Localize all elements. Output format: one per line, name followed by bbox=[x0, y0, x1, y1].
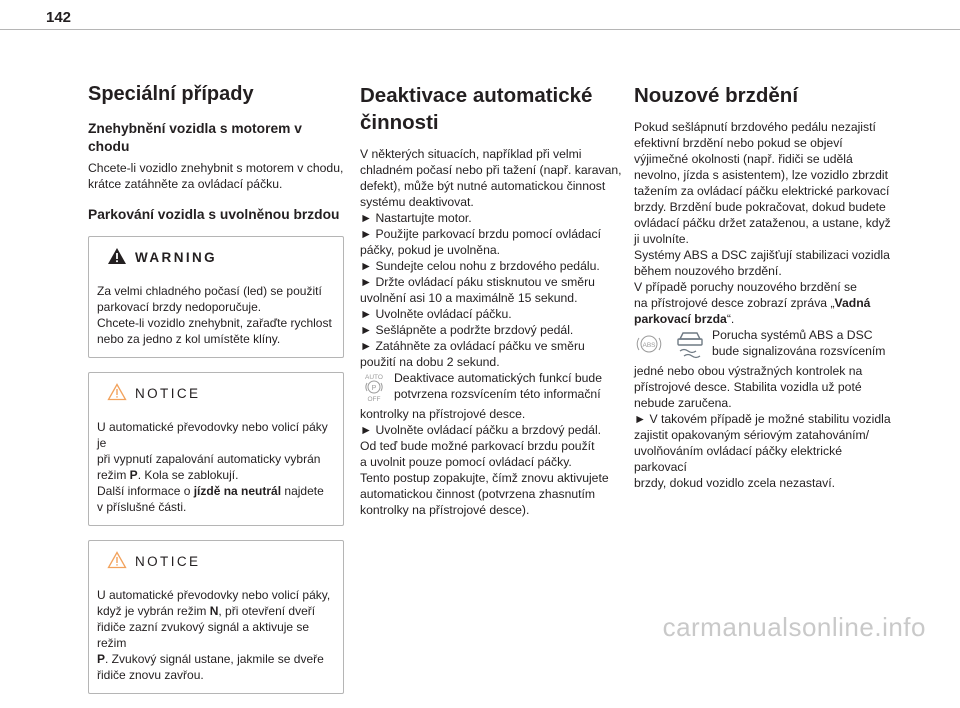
notice-line: při vypnutí zapalování automaticky vybrán bbox=[97, 452, 321, 466]
notice-line: řidiče znovu zavřou. bbox=[97, 668, 204, 682]
notice-line: Další informace o jízdě na neutrál najdete bbox=[97, 484, 324, 498]
step-line: uvolnění asi 10 a maximálně 15 sekund. bbox=[360, 291, 578, 305]
svg-text:AUTO: AUTO bbox=[365, 374, 383, 381]
section-heading: Speciální případy bbox=[88, 83, 254, 105]
subheading-park-released: Parkování vozidla s uvolněnou brzdou bbox=[88, 207, 340, 222]
warning-line: Za velmi chladného počasí (led) se použití bbox=[97, 284, 322, 298]
body-line: a uvolnit pouze pomocí ovládací páčky. bbox=[360, 455, 572, 469]
auto-off-paragraph bbox=[360, 370, 622, 402]
body-line: nevolno, jízda s asistentem), lze vozidlo zbrzdit bbox=[634, 168, 889, 182]
abs-warning-icon bbox=[634, 329, 664, 363]
body-line: přístrojové desce. Stabilita vozidla už poté bbox=[634, 380, 862, 394]
body-line: bude signalizována rozsvícením bbox=[712, 344, 886, 358]
step-line: ► Uvolněte ovládací páčku a brzdový pedál. bbox=[360, 423, 602, 437]
notice-triangle-icon bbox=[107, 383, 127, 405]
dsc-skid-icon bbox=[674, 329, 706, 363]
notice-line: řidiče zazní zvukový signál a aktivuje se režim bbox=[97, 620, 310, 650]
warning-line: nebo za jedno z kol umístěte klíny. bbox=[97, 332, 281, 346]
message-line: parkovací brzda“. bbox=[634, 312, 735, 326]
step-line: ► Uvolněte ovládací páčku. bbox=[360, 307, 512, 321]
step-line: ► Zatáhněte za ovládací páčku ve směru bbox=[360, 339, 585, 353]
notice-line: v příslušné části. bbox=[97, 500, 187, 514]
warning-triangle-icon bbox=[107, 247, 127, 269]
step-line: páčky, pokud je uvolněna. bbox=[360, 243, 501, 257]
body-line: tažením za ovládací páčku elektrické parkovací bbox=[634, 184, 890, 198]
step-line: použití na dobu 2 sekund. bbox=[360, 355, 500, 369]
step-line: ► Držte ovládací páku stisknutou ve směru bbox=[360, 275, 595, 289]
body-line: Systémy ABS a DSC zajišťují stabilizaci vozidla bbox=[634, 248, 890, 262]
notice-line: režim P. Kola se zablokují. bbox=[97, 468, 239, 482]
column-emergency-braking bbox=[634, 82, 896, 491]
body-line: jedné nebo obou výstražných kontrolek na bbox=[634, 364, 863, 378]
body-line: V případě poruchy nouzového brzdění se bbox=[634, 280, 857, 294]
step-line: ► Sundejte celou nohu z brzdového pedálu. bbox=[360, 259, 600, 273]
notice-line: P. Zvukový signál ustane, jakmile se dveře bbox=[97, 652, 324, 666]
body-line: kontrolky na přístrojové desce. bbox=[360, 407, 526, 421]
step-line: ► Nastartujte motor. bbox=[360, 211, 472, 225]
body-line: Tento postup zopakujte, čímž znovu aktivujete bbox=[360, 471, 609, 485]
warning-box bbox=[88, 236, 344, 358]
step-line: ► Sešlápněte a podržte brzdový pedál. bbox=[360, 323, 574, 337]
svg-text:OFF: OFF bbox=[367, 396, 381, 402]
body-line: defekt), může být nutné automatickou činnost bbox=[360, 179, 606, 193]
column-deactivation bbox=[360, 82, 622, 518]
warning-line: parkovací brzdy nedoporučuje. bbox=[97, 300, 262, 314]
body-line: Pokud sešlápnutí brzdového pedálu nezajistí bbox=[634, 120, 876, 134]
step-line: ► Použijte parkovací brzdu pomocí ovládací bbox=[360, 227, 602, 241]
notice-title: NOTICE bbox=[135, 554, 201, 569]
immobilize-text: Chcete-li vozidlo znehybnit s motorem v chodu, krátce zatáhněte za ovládací páčku. bbox=[88, 161, 344, 191]
section-heading: Deaktivace automatické činnosti bbox=[360, 84, 593, 134]
body-line: automatickou činnost (potvrzena zhasnutím bbox=[360, 487, 596, 501]
notice-line: když je vybrán režim N, při otevření dveří bbox=[97, 604, 316, 618]
page-number: 142 bbox=[46, 9, 72, 26]
notice-triangle-icon bbox=[107, 551, 127, 573]
body-line: brzdy, dokud vozidlo zcela nezastaví. bbox=[634, 476, 835, 490]
body-line: Od teď bude možné parkovací brzdu použít bbox=[360, 439, 595, 453]
body-line: systému deaktivovat. bbox=[360, 195, 474, 209]
body-line: V některých situacích, například při velmi bbox=[360, 147, 582, 161]
body-line: efektivní brzdění nebo pokud se objeví bbox=[634, 136, 843, 150]
section-heading: Nouzové brzdění bbox=[634, 84, 799, 107]
notice-line: U automatické převodovky nebo volicí páky je bbox=[97, 420, 328, 450]
body-line: ovládací páčku držet zataženou, a ustane, když bbox=[634, 216, 891, 230]
body-line: Porucha systémů ABS a DSC bbox=[712, 328, 873, 342]
header-rule bbox=[0, 29, 960, 30]
message-line: na přístrojové desce zobrazí zpráva „Vadná bbox=[634, 296, 871, 310]
warning-line: Chcete-li vozidlo znehybnit, zařaďte rychlost bbox=[97, 316, 332, 330]
body-line: během nouzového brzdění. bbox=[634, 264, 782, 278]
notice-box-door-signal bbox=[88, 540, 344, 694]
body-line: potvrzena rozsvícením této informační bbox=[394, 387, 601, 401]
body-line: uvolňováním ovládací páčky elektrické parkovací bbox=[634, 444, 842, 474]
notice-box-auto-gearbox bbox=[88, 372, 344, 526]
notice-line: U automatické převodovky nebo volicí páky, bbox=[97, 588, 331, 602]
step-line: ► V takovém případě je možné stabilitu vozidla bbox=[634, 412, 891, 426]
svg-text:P: P bbox=[371, 385, 377, 392]
svg-text:ABS: ABS bbox=[642, 342, 656, 349]
body-line: kontrolky na přístrojové desce). bbox=[360, 503, 530, 517]
warning-title: WARNING bbox=[135, 250, 218, 265]
abs-dsc-paragraph bbox=[634, 327, 896, 359]
notice-title: NOTICE bbox=[135, 386, 201, 401]
body-line: Deaktivace automatických funkcí bude bbox=[394, 371, 602, 385]
auto-park-off-icon bbox=[360, 372, 388, 406]
body-line: zajistit opakovaným sériovým zatahováním/ bbox=[634, 428, 870, 442]
body-line: ji uvolníte. bbox=[634, 232, 689, 246]
body-line: brzdy. Brzdění bude pokračovat, dokud budete bbox=[634, 200, 886, 214]
watermark: carmanualsonline.info bbox=[662, 612, 926, 642]
body-line: nebude zaručena. bbox=[634, 396, 732, 410]
body-line: výjimečné okolnosti (např. řidiči se udělá bbox=[634, 152, 853, 166]
body-line: chladném počasí nebo při tažení (např. karavan, bbox=[360, 163, 622, 177]
subheading-immobilize: Znehybnění vozidla s motorem v chodu bbox=[88, 121, 302, 154]
column-special-cases bbox=[88, 82, 344, 708]
